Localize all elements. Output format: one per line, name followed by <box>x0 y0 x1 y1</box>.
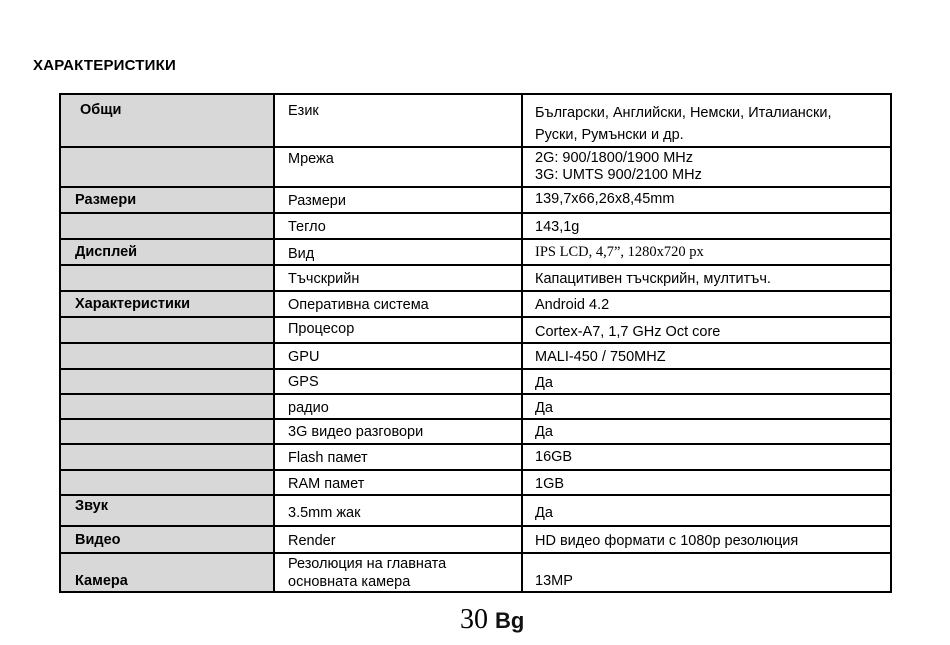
category-cell <box>60 147 274 187</box>
parameter-line: основната камера <box>288 574 411 590</box>
table-row <box>60 394 891 419</box>
category-cell: Характеристики <box>60 291 274 317</box>
parameter-cell: Вид <box>274 239 522 265</box>
table-row <box>60 369 891 394</box>
category-cell <box>60 265 274 291</box>
value-line: Cortex-A7, 1,7 GHz Oct core <box>535 324 721 340</box>
value-cell <box>522 553 891 592</box>
value-line: 1GB <box>535 476 565 492</box>
parameter-cell: Размери <box>274 187 522 213</box>
table-row <box>60 187 891 213</box>
parameter-cell: GPS <box>274 369 522 394</box>
parameter-cell: Език <box>274 94 522 147</box>
value-line: 2G: 900/1800/1900 MHz <box>535 150 693 166</box>
value-cell <box>522 239 891 265</box>
parameter-cell <box>274 553 522 592</box>
category-cell: Дисплей <box>60 239 274 265</box>
parameter-cell: 3.5mm жак <box>274 495 522 526</box>
table-row <box>60 419 891 444</box>
value-cell <box>522 470 891 495</box>
value-cell <box>522 419 891 444</box>
value-cell <box>522 444 891 470</box>
value-line: 16GB <box>535 449 573 465</box>
value-line: Да <box>535 400 553 416</box>
table-row <box>60 526 891 553</box>
value-cell <box>522 291 891 317</box>
table-row <box>60 444 891 470</box>
parameter-cell: Тегло <box>274 213 522 239</box>
value-cell <box>522 265 891 291</box>
parameter-cell: GPU <box>274 343 522 369</box>
category-cell <box>60 419 274 444</box>
parameter-cell: RAM памет <box>274 470 522 495</box>
category-cell <box>60 470 274 495</box>
table-row <box>60 213 891 239</box>
value-line: MALI-450 / 750MHZ <box>535 349 666 365</box>
page-footer <box>460 604 524 636</box>
value-line: Руски, Румънски и др. <box>535 127 684 143</box>
value-line: Български, Английски, Немски, Италиански, <box>535 105 832 121</box>
table-row <box>60 317 891 343</box>
page-number: 30 <box>460 604 488 635</box>
value-line: Да <box>535 424 553 440</box>
language-code: Bg <box>495 608 525 633</box>
parameter-cell: радио <box>274 394 522 419</box>
parameter-line: Резолюция на главната <box>288 556 447 572</box>
parameter-cell: Процесор <box>274 317 522 343</box>
parameter-cell: Оперативна система <box>274 291 522 317</box>
value-cell <box>522 187 891 213</box>
table-row <box>60 495 891 526</box>
value-line: Капацитивен тъчскрийн, мултитъч. <box>535 271 771 287</box>
value-line: Да <box>535 375 553 391</box>
specifications-table <box>59 93 892 593</box>
table-row <box>60 291 891 317</box>
parameter-cell: Render <box>274 526 522 553</box>
value-cell <box>522 213 891 239</box>
category-cell: Общи <box>60 94 274 147</box>
category-cell <box>60 394 274 419</box>
category-cell: Видео <box>60 526 274 553</box>
value-cell <box>522 394 891 419</box>
table-row <box>60 147 891 187</box>
parameter-cell: Flash памет <box>274 444 522 470</box>
category-cell <box>60 343 274 369</box>
value-cell <box>522 147 891 187</box>
value-line: 139,7x66,26x8,45mm <box>535 191 675 207</box>
category-cell <box>60 444 274 470</box>
value-line: 13MP <box>535 573 573 589</box>
parameter-cell: Тъчскрийн <box>274 265 522 291</box>
table-row <box>60 239 891 265</box>
value-cell <box>522 94 891 147</box>
table-row <box>60 94 891 147</box>
value-line: IPS LCD, 4,7”, 1280x720 px <box>535 244 704 260</box>
table-row <box>60 265 891 291</box>
parameter-cell: 3G видео разговори <box>274 419 522 444</box>
value-cell <box>522 526 891 553</box>
table-row <box>60 343 891 369</box>
value-line: Android 4.2 <box>535 297 610 313</box>
category-cell <box>60 369 274 394</box>
category-cell: Звук <box>60 495 274 526</box>
category-cell: Камера <box>60 553 274 592</box>
value-line: 3G: UMTS 900/2100 MHz <box>535 167 702 183</box>
value-line: Да <box>535 505 553 521</box>
value-line: 143,1g <box>535 219 580 235</box>
value-line: HD видео формати с 1080p резолюция <box>535 533 799 549</box>
value-cell <box>522 343 891 369</box>
value-cell <box>522 369 891 394</box>
category-cell <box>60 317 274 343</box>
section-heading: ХАРАКТЕРИСТИКИ <box>33 57 176 74</box>
value-cell <box>522 317 891 343</box>
value-cell <box>522 495 891 526</box>
category-cell <box>60 213 274 239</box>
parameter-cell: Мрежа <box>274 147 522 187</box>
table-row <box>60 470 891 495</box>
category-cell: Размери <box>60 187 274 213</box>
table-row <box>60 553 891 592</box>
